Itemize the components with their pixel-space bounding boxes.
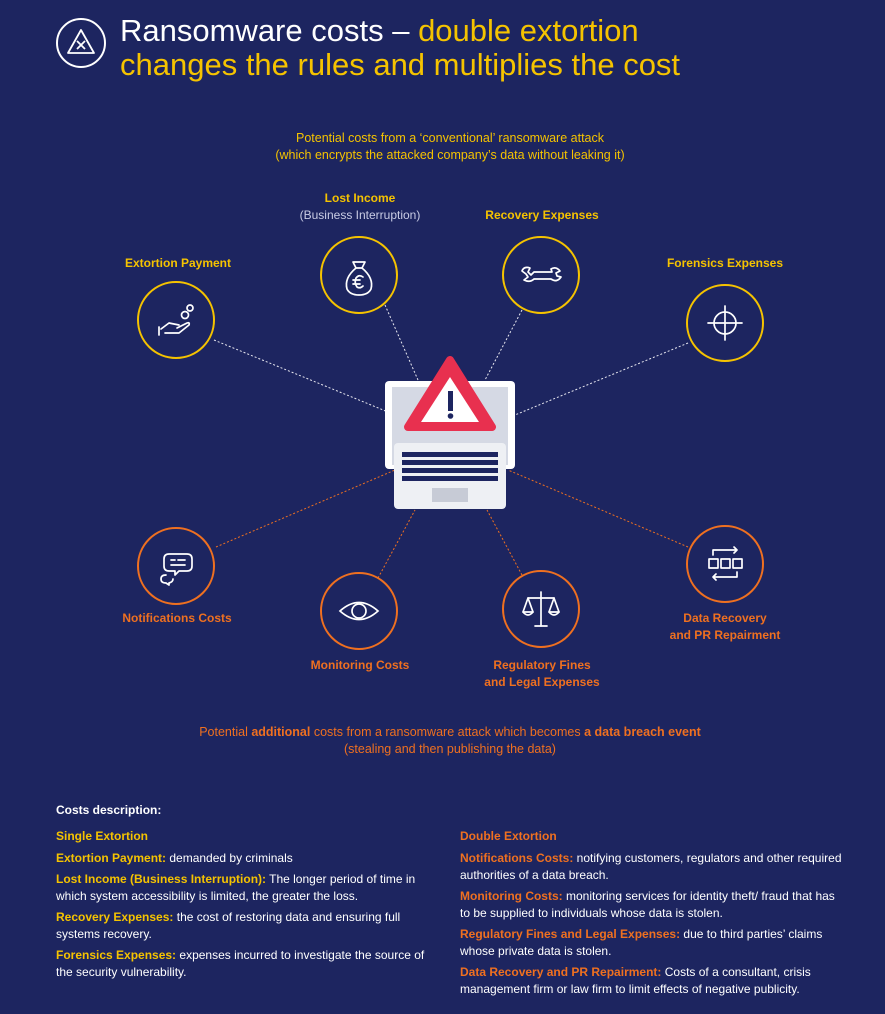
regulatory-fines-line-2: and Legal Expenses <box>484 675 600 689</box>
lost-income-label <box>260 190 460 224</box>
breach-subtitle-mid: costs from a ransomware attack which becomes <box>310 725 585 739</box>
double-extortion-heading: Double Extortion <box>460 829 557 843</box>
desc-text: The longer period of time in which system accessibility is limited, the greater the loss. <box>56 872 416 903</box>
wrench-icon <box>504 238 578 312</box>
lost-income-title: Lost Income <box>324 191 396 205</box>
conventional-subtitle-line-1: Potential costs from a ‘conventional’ ransomware attack <box>295 131 604 145</box>
desc-text: demanded by criminals <box>166 851 293 865</box>
recovery-expenses-node <box>502 236 580 314</box>
monitoring-costs-label: Monitoring Costs <box>310 658 410 672</box>
breach-subtitle-line-2: (stealing and then publishing the data) <box>344 742 556 756</box>
desc-text: the cost of restoring data and ensuring full systems recovery. <box>56 910 401 941</box>
data-blocks-icon <box>688 527 762 601</box>
single-extortion-heading: Single Extortion <box>56 829 149 843</box>
desc-term: Lost Income (Business Interruption): <box>56 872 267 886</box>
extortion-payment-label: Extortion Payment <box>124 256 232 270</box>
data-recovery-label <box>625 610 825 644</box>
desc-text: expenses incurred to investigate the source of the security vulnerability. <box>56 948 425 979</box>
breach-subtitle-event: a data breach event <box>584 725 701 739</box>
desc-extortion-payment <box>56 850 441 867</box>
conventional-subtitle-line-2: (which encrypts the attacked company’s data without leaking it) <box>275 148 625 162</box>
desc-term: Forensics Expenses: <box>56 948 177 962</box>
regulatory-fines-line-1: Regulatory Fines <box>493 658 591 672</box>
eye-icon <box>322 574 396 648</box>
costs-description-heading: Costs description: <box>56 803 162 817</box>
regulatory-fines-node <box>502 570 580 648</box>
title-part-3: changes the rules and multiplies the cost <box>120 47 681 82</box>
breach-subtitle-additional: additional <box>251 725 311 739</box>
desc-term: Monitoring Costs: <box>460 889 563 903</box>
notifications-costs-label: Notifications Costs <box>122 611 232 625</box>
desc-term: Data Recovery and PR Repairment: <box>460 965 662 979</box>
regulatory-fines-label <box>442 657 642 691</box>
desc-text: monitoring services for identity theft/ fraud that has to be supplied to individuals whose data is stolen. <box>460 889 835 920</box>
monitoring-costs-node <box>320 572 398 650</box>
data-breach-subtitle <box>120 724 780 758</box>
notifications-costs-node <box>137 527 215 605</box>
extortion-payment-node <box>137 281 215 359</box>
desc-regulatory-fines <box>460 926 845 960</box>
desc-term: Extortion Payment: <box>56 851 167 865</box>
desc-term: Regulatory Fines and Legal Expenses: <box>460 927 681 941</box>
money-bag-icon <box>322 238 396 312</box>
title-part-1: Ransomware costs – <box>120 13 419 48</box>
data-recovery-node <box>686 525 764 603</box>
laptop-alert-illustration <box>380 355 520 520</box>
desc-data-recovery <box>460 964 845 998</box>
desc-recovery-expenses <box>56 909 441 943</box>
desc-text: due to third parties’ claims whose private data is stolen. <box>460 927 823 958</box>
hand-coin-icon <box>139 283 213 357</box>
desc-lost-income <box>56 871 441 905</box>
desc-forensics-expenses <box>56 947 441 981</box>
desc-notifications-costs <box>460 850 845 884</box>
forensics-expenses-label: Forensics Expenses <box>666 256 784 270</box>
desc-monitoring-costs <box>460 888 845 922</box>
data-recovery-line-2: and PR Repairment <box>669 628 781 642</box>
double-extortion-column <box>460 828 845 1002</box>
recovery-expenses-label: Recovery Expenses <box>485 208 599 222</box>
desc-text: Costs of a consultant, crisis management firm or law firm to limit effects of negative publicity. <box>460 965 811 996</box>
data-recovery-line-1: Data Recovery <box>683 611 767 625</box>
single-extortion-column <box>56 828 441 985</box>
desc-text: notifying customers, regulators and other required authorities of a data breach. <box>460 851 842 882</box>
desc-term: Notifications Costs: <box>460 851 574 865</box>
breach-subtitle-pre: Potential <box>199 725 252 739</box>
crosshair-icon <box>688 286 762 360</box>
lost-income-subtitle: (Business Interruption) <box>299 208 421 222</box>
desc-term: Recovery Expenses: <box>56 910 174 924</box>
scales-icon <box>504 572 578 646</box>
lost-income-node <box>320 236 398 314</box>
chat-bubbles-icon <box>139 529 213 603</box>
forensics-expenses-node <box>686 284 764 362</box>
title-part-2: double extortion <box>418 13 639 48</box>
